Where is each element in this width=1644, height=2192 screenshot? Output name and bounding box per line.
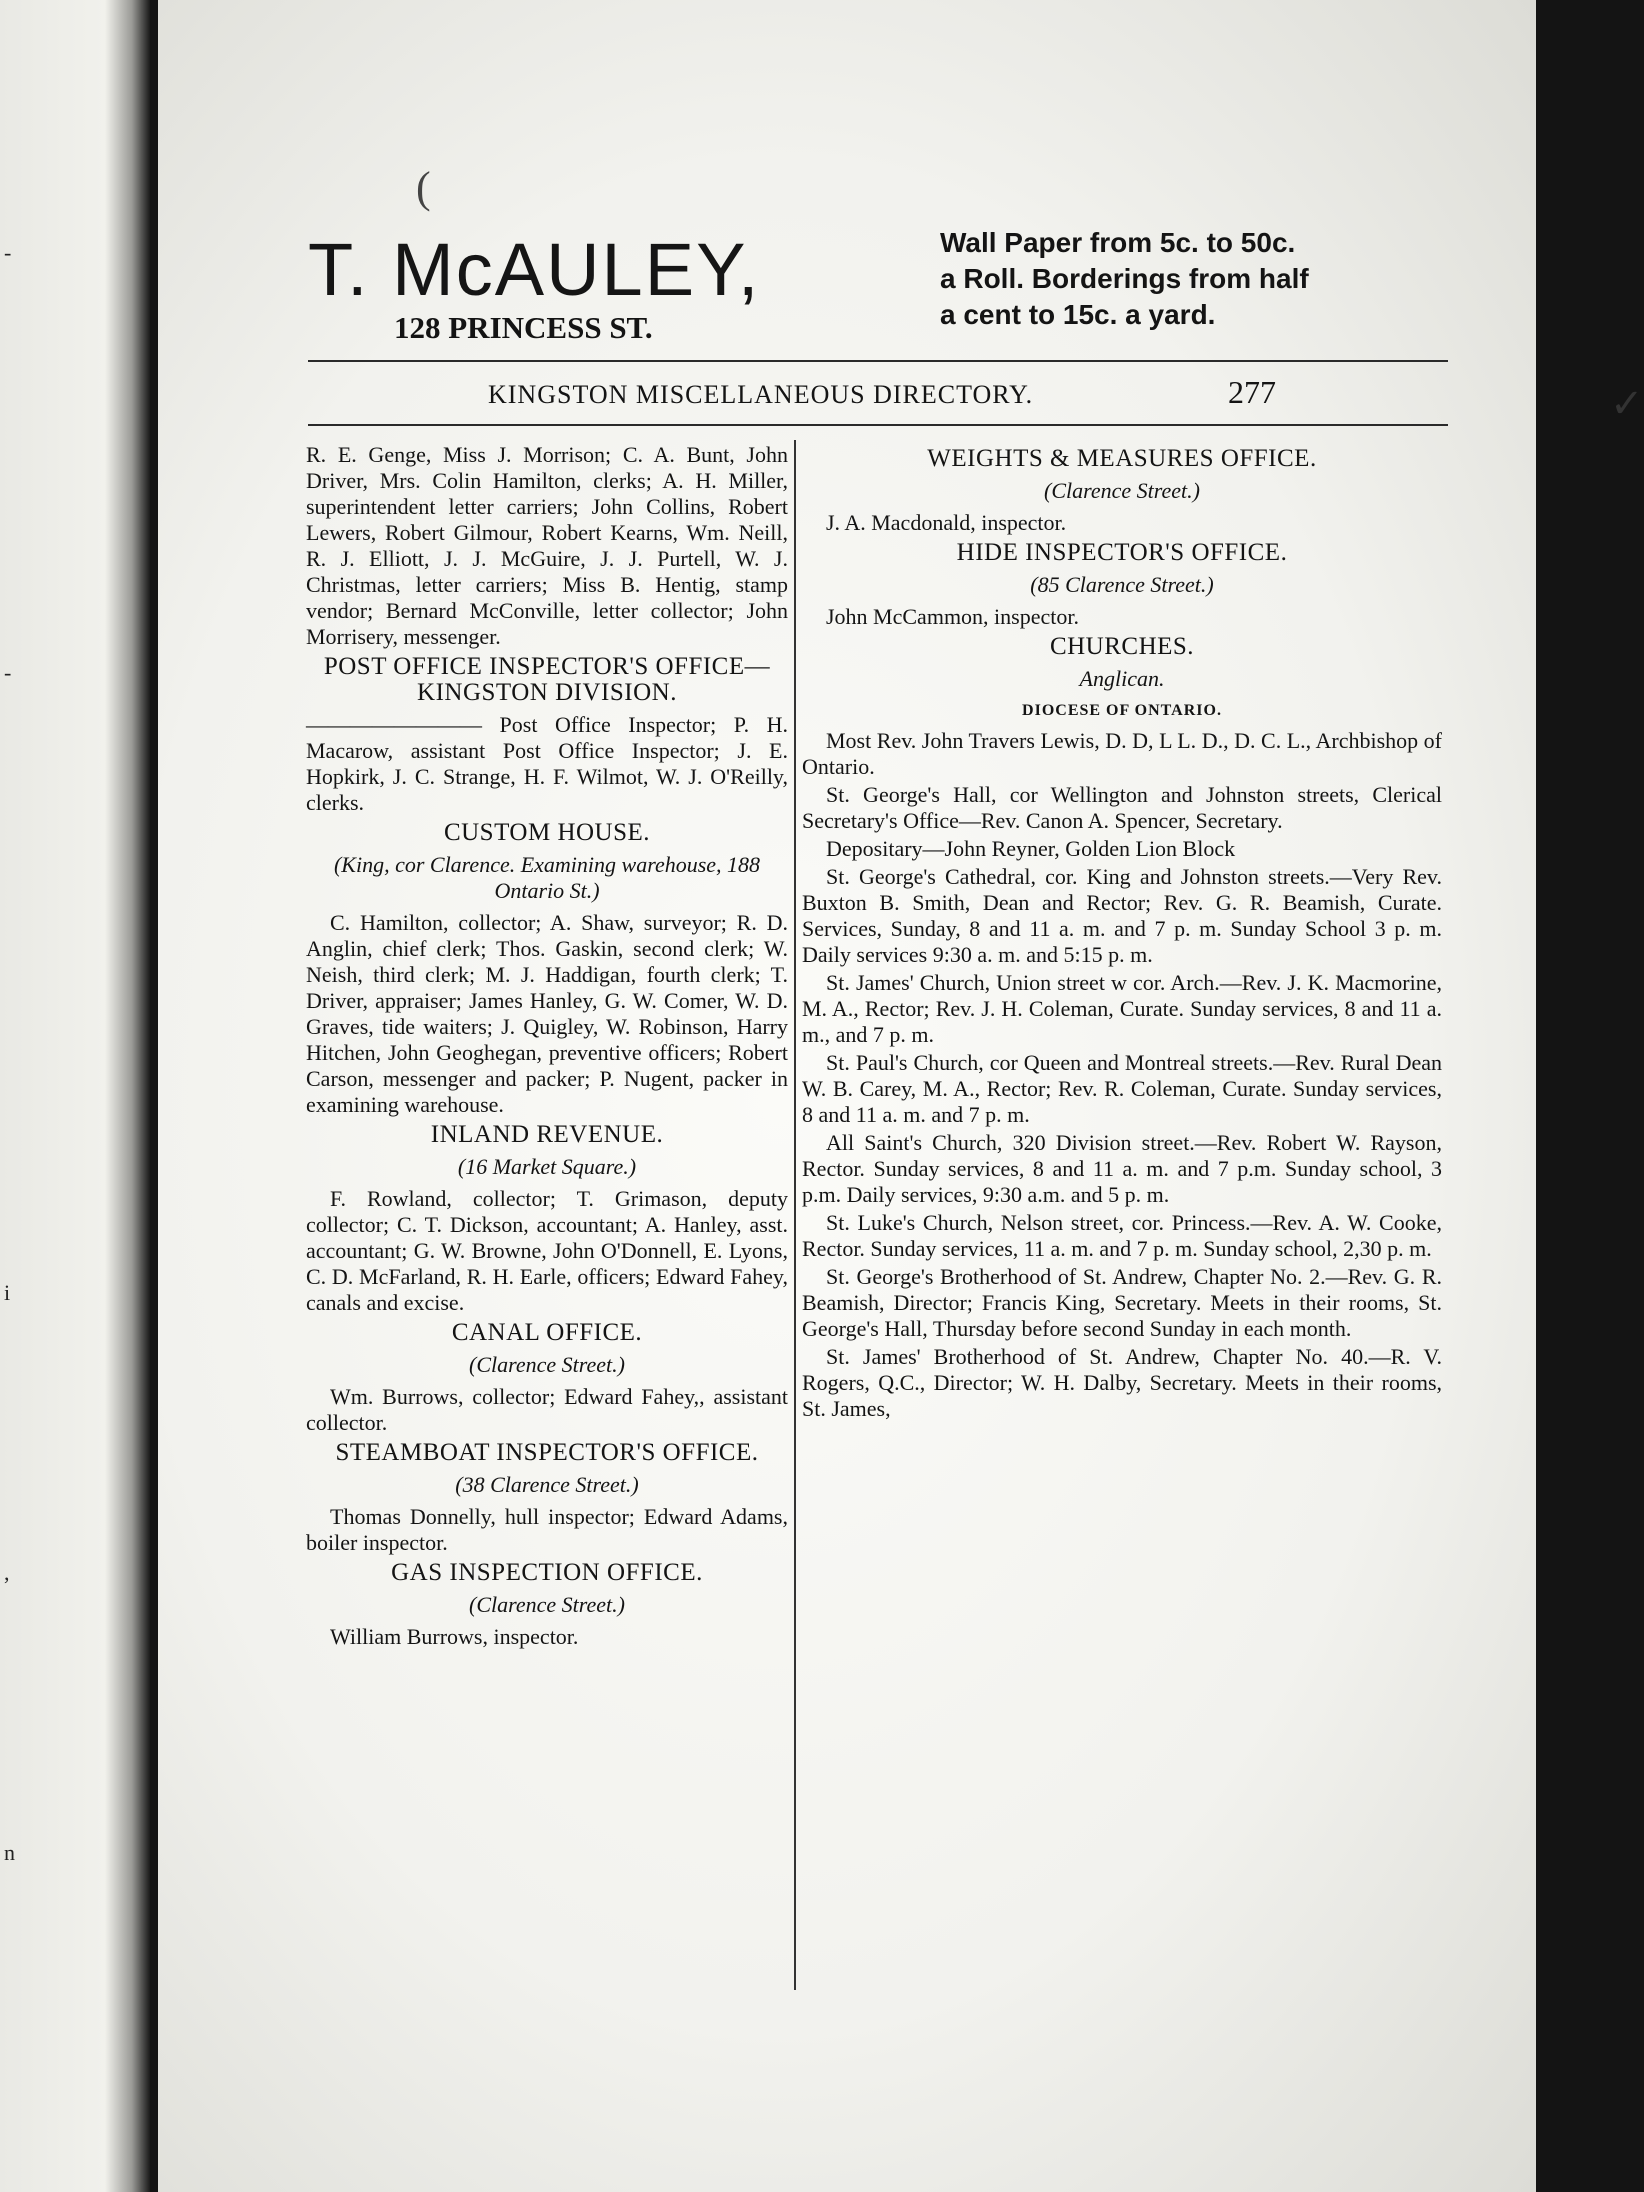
advertiser-address: 128 PRINCESS ST. bbox=[394, 310, 653, 345]
entry-post-office-inspector: ———————— Post Office Inspector; P. H. Macarow, assistant Post Office Inspector; J. E. Hopkirk, J. C. Strange, H. F. Wilmot, W. J. O'Reilly, clerks. bbox=[306, 712, 788, 815]
section-heading: CANAL OFFICE. bbox=[451, 1319, 643, 1346]
page-number: 277 bbox=[1228, 374, 1276, 410]
left-column bbox=[306, 442, 788, 1652]
promo-line: Wall Paper from 5c. to 50c. bbox=[940, 227, 1296, 258]
diocese-heading: DIOCESE OF ONTARIO. bbox=[1022, 702, 1222, 719]
right-column bbox=[802, 442, 1442, 1424]
advertiser-name: T. McAULEY, bbox=[308, 228, 761, 311]
margin-mark: - bbox=[4, 660, 12, 685]
entry-canal-office: Wm. Burrows, collector; Edward Fahey,, assistant collector. bbox=[306, 1384, 788, 1435]
entry-depositary: Depositary—John Reyner, Golden Lion Block bbox=[826, 836, 1236, 861]
section-heading: CUSTOM HOUSE. bbox=[443, 819, 651, 846]
entry-brotherhood-chapter-2: St. George's Brotherhood of St. Andrew, Chapter No. 2.—Rev. G. R. Beamish, Director; Francis King, Secretary. Meets in their rooms, St. George's Hall, Thursday before second Sunday in each month. bbox=[802, 1264, 1442, 1341]
section-heading: GAS INSPECTION OFFICE. bbox=[391, 1559, 703, 1586]
entry-all-saints-church: All Saint's Church, 320 Division street.—Rev. Robert W. Rayson, Rector. Sunday services, 8 and 11 a. m. and 7 p.m. Sunday school, 3 p.m. Daily services, 9:30 a.m. and 5 p. m. bbox=[802, 1130, 1442, 1207]
section-heading: POST OFFICE INSPECTOR'S OFFICE—KINGSTON DIVISION. bbox=[323, 653, 771, 706]
entry-archbishop: Most Rev. John Travers Lewis, D. D, L L. D., D. C. L., Archbishop of Ontario. bbox=[802, 728, 1442, 779]
section-address: (Clarence Street.) bbox=[469, 1592, 625, 1617]
entry-st-lukes-church: St. Luke's Church, Nelson street, cor. Princess.—Rev. A. W. Cooke, Rector. Sunday services, 11 a. m. and 7 p. m. Sunday school, 2,30 p. m. bbox=[802, 1210, 1442, 1261]
section-address: (85 Clarence Street.) bbox=[1030, 572, 1214, 597]
section-address: (Clarence Street.) bbox=[469, 1352, 625, 1377]
section-address: (King, cor Clarence. Examining warehouse, 188 Ontario St.) bbox=[333, 852, 761, 903]
stray-mark: ✓ bbox=[1610, 381, 1644, 426]
entry-brotherhood-chapter-40: St. James' Brotherhood of St. Andrew, Chapter No. 40.—R. V. Rogers, Q.C., Director; W. H. Dalby, Secretary. Meets in their rooms, St. James, bbox=[802, 1344, 1442, 1421]
margin-mark: n bbox=[4, 1840, 15, 1865]
entry-gas-inspection: William Burrows, inspector. bbox=[330, 1624, 579, 1649]
section-heading: INLAND REVENUE. bbox=[430, 1121, 664, 1148]
entry-st-james-church: St. James' Church, Union street w cor. Arch.—Rev. J. K. Macmorine, M. A., Rector; Rev. J. H. Coleman, Curate. Sunday services, 8 and 11 a. m., and 7 p. m. bbox=[802, 970, 1442, 1047]
entry-inland-revenue: F. Rowland, collector; T. Grimason, deputy collector; C. T. Dickson, accountant; A. Hanley, asst. accountant; G. W. Browne, John O'Donnell, E. Lyons, C. D. McFarland, R. H. Earle, officers; Edward Fahey, canals and excise. bbox=[306, 1186, 788, 1315]
stray-mark: ( bbox=[416, 163, 431, 212]
promo-line: a cent to 15c. a yard. bbox=[940, 299, 1216, 330]
entry-weights-measures: J. A. Macdonald, inspector. bbox=[826, 510, 1067, 535]
running-header: KINGSTON MISCELLANEOUS DIRECTORY. bbox=[488, 380, 1034, 409]
section-heading: HIDE INSPECTOR'S OFFICE. bbox=[956, 539, 1288, 566]
section-address: (38 Clarence Street.) bbox=[455, 1472, 639, 1497]
promo-line: a Roll. Borderings from half bbox=[940, 263, 1309, 294]
header-rule-top bbox=[308, 360, 1448, 362]
denomination-heading: Anglican. bbox=[1079, 666, 1165, 691]
entry-st-pauls-church: St. Paul's Church, cor Queen and Montreal streets.—Rev. Rural Dean W. B. Carey, M. A., Rector; Rev. R. Coleman, Curate. Sunday services, 8 and 11 a. m. and 7 p. m. bbox=[802, 1050, 1442, 1127]
advertisement bbox=[308, 225, 1448, 345]
entry-custom-house: C. Hamilton, collector; A. Shaw, surveyor; R. D. Anglin, chief clerk; Thos. Gaskin, second clerk; W. Neish, third clerk; M. J. Haddigan, fourth clerk; T. Driver, appraiser; James Hanley, G. W. Comer, W. D. Graves, tide waiters; J. Quigley, W. Robinson, Harry Hitchen, John Geoghegan, preventive officers; Robert Carson, messenger and packer; P. Nugent, packer in examining warehouse. bbox=[306, 910, 788, 1117]
column-divider bbox=[794, 440, 796, 1990]
advertisement-copy bbox=[940, 225, 1460, 333]
entry-steamboat-inspector: Thomas Donnelly, hull inspector; Edward Adams, boiler inspector. bbox=[306, 1504, 788, 1555]
section-heading: CHURCHES. bbox=[1049, 633, 1195, 660]
header-rule-bottom bbox=[308, 424, 1448, 426]
section-heading: WEIGHTS & MEASURES OFFICE. bbox=[927, 445, 1317, 472]
adjacent-page-strip bbox=[0, 0, 150, 2192]
margin-mark: i bbox=[4, 1280, 11, 1305]
entry-post-office-staff: R. E. Genge, Miss J. Morrison; C. A. Bunt, John Driver, Mrs. Colin Hamilton, clerks; A. H. Miller, superintendent letter carriers; John Collins, Robert Lewers, Robert Gilmour, Robert Kearns, Wm. Neill, R. J. Elliott, J. J. McGuire, J. J. Purtell, W. J. Christmas, letter carriers; Miss B. Hentig, stamp vendor; Bernard McConville, letter collector; John Morrisery, messenger. bbox=[306, 442, 788, 649]
margin-mark: - bbox=[4, 240, 12, 265]
section-heading: STEAMBOAT INSPECTOR'S OFFICE. bbox=[335, 1439, 759, 1466]
entry-st-georges-hall: St. George's Hall, cor Wellington and Johnston streets, Clerical Secretary's Office—Rev. Canon A. Spencer, Secretary. bbox=[802, 782, 1442, 833]
section-address: (Clarence Street.) bbox=[1044, 478, 1200, 503]
entry-hide-inspector: John McCammon, inspector. bbox=[826, 604, 1079, 629]
section-address: (16 Market Square.) bbox=[457, 1154, 637, 1179]
directory-page bbox=[158, 0, 1644, 2192]
margin-mark: , bbox=[4, 1560, 10, 1585]
entry-st-georges-cathedral: St. George's Cathedral, cor. King and Johnston streets.—Very Rev. Buxton B. Smith, Dean and Rector; Rev. G. R. Beamish, Curate. Services, Sunday, 8 and 11 a. m. and 7 p. m. Sunday School 3 p. m. Daily services 9:30 a. m. and 5:15 p. m. bbox=[802, 864, 1442, 967]
